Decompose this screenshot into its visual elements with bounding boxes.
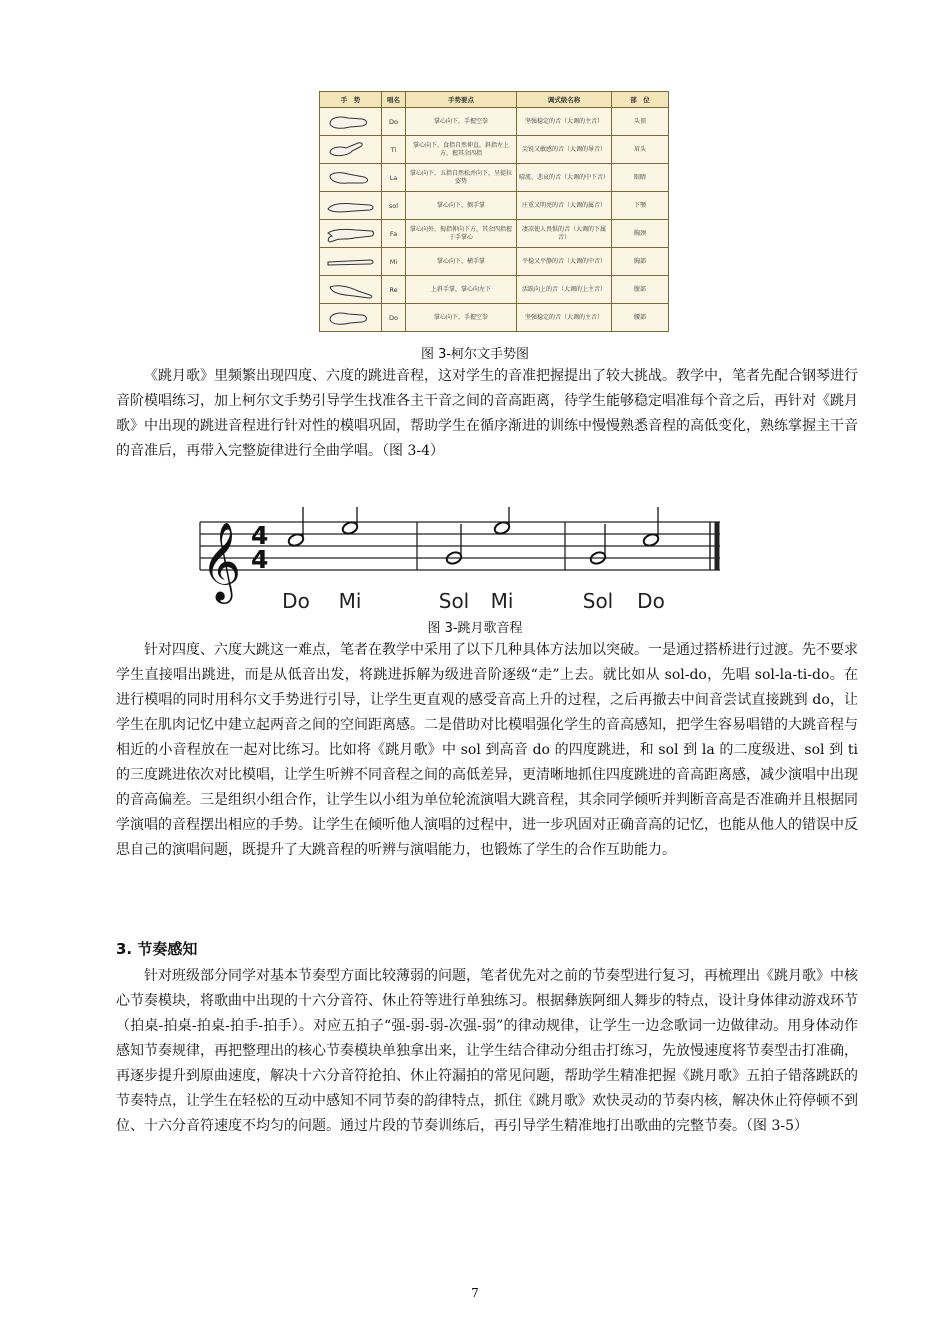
header-position: 部 位	[612, 92, 669, 108]
solfege-label: Do	[637, 589, 665, 613]
points-cell: 掌心向下，食指自然伸直，斜指左上方，握其余四指	[406, 136, 517, 164]
header-solfege: 唱名	[382, 92, 406, 108]
solfege-cell: Re	[382, 276, 406, 304]
table-row	[320, 248, 669, 276]
hand-sign-cell	[320, 220, 382, 248]
hand-sign-cell	[320, 248, 382, 276]
position-cell: 腰部	[612, 304, 669, 332]
table-row	[320, 164, 669, 192]
paragraph-rhythm: 针对班级部分同学对基本节奏型方面比较薄弱的问题，笔者优先对之前的节奏型进行复习，再梳理出《跳月歌》中核心节奏模块，将歌曲中出现的十六分音符、休止符等进行单独练习。根据彝族阿细人舞步的特点，设计身体律动游戏环节（拍桌-拍桌-拍桌-拍手-拍手）。对应五拍子“强-弱-弱-次强-弱”的律动规律，让学生一边念歌词一边做律动。用身体动作感知节奏规律，再把整理出的核心节奏模块单独拿出来，让学生结合律动分组击打练习，先放慢速度将节奏型击打准确，再逐步提升到原曲速度，解决十六分音符抢拍、休止符漏拍的常见问题，帮助学生精准把握《跳月歌》五拍子错落跳跃的节奏特点，让学生在轻松的互动中感知不同节奏的韵律特点，抓住《跳月歌》欢快灵动的节奏内核，解决休止符停顿不到位、十六分音符速度不均匀的问题。通过片段的节奏训练后，再引导学生精准地打出歌曲的完整节奏。（图 3-5）	[116, 968, 858, 1134]
paragraph-interval-intro: 《跳月歌》里频繁出现四度、六度的跳进音程，这对学生的音准把握提出了较大挑战。教学中，笔者先配合钢琴进行音阶模唱练习，加上柯尔文手势引导学生找准各主干音之间的音高距离，待学生能够稳定唱准每个音之后，再针对《跳月歌》中出现的跳进音程进行针对性的模唱巩固，帮助学生在循序渐进的训练中慢慢熟悉音程的高低变化，熟练掌握主干音的音准后，再带入完整旋律进行全曲学唱。（图 3-4）	[116, 368, 858, 459]
points-cell: 掌心向下，侧手掌	[406, 192, 517, 220]
points-cell: 掌心向下，五指自然松并向下，呈提拉姿势	[406, 164, 517, 192]
points-cell: 上斜手掌，掌心向左下	[406, 276, 517, 304]
figure-caption-hand-signs: 图 3-柯尔文手势图	[420, 347, 530, 362]
half-note-head	[287, 532, 305, 547]
hand-sign-icon	[324, 167, 378, 189]
hand-sign-icon	[324, 307, 378, 329]
solfege-cell: Do	[382, 304, 406, 332]
degree-cell: 尖锐又敏感的音（大调的导音）	[517, 136, 612, 164]
solfege-cell: Do	[382, 108, 406, 136]
hand-sign-cell	[320, 136, 382, 164]
table-row	[320, 276, 669, 304]
table-row	[320, 108, 669, 136]
page-number: 7	[471, 1286, 479, 1300]
degree-cell: 活跃向上的音（大调的上主音）	[517, 276, 612, 304]
hand-sign-cell	[320, 304, 382, 332]
position-cell: 胸部	[612, 248, 669, 276]
points-cell: 掌心向下，横手掌	[406, 248, 517, 276]
figure-caption-staff: 图 3-跳月歌音程	[427, 621, 523, 636]
hand-sign-cell	[320, 276, 382, 304]
notes-layer	[282, 507, 665, 613]
time-signature-bottom: 4	[251, 545, 269, 574]
position-cell: 眉头	[612, 136, 669, 164]
header-degree: 调式级名称	[517, 92, 612, 108]
points-cell: 掌心向下，手握空拳	[406, 304, 517, 332]
solfege-label: Sol	[438, 589, 470, 613]
hand-sign-icon	[324, 139, 378, 161]
degree-cell: 坚强稳定的音（大调的主音）	[517, 108, 612, 136]
table-header-row	[320, 92, 669, 108]
points-cell: 掌心向下，手握空拳	[406, 108, 517, 136]
solfege-cell: La	[382, 164, 406, 192]
hand-sign-icon	[324, 195, 378, 217]
curwen-hand-sign-table	[319, 91, 669, 332]
hand-sign-icon	[324, 251, 378, 273]
degree-cell: 凄凉使人畏惧的音（大调的下属音）	[517, 220, 612, 248]
position-cell: 腹部	[612, 276, 669, 304]
solfege-label: Do	[282, 589, 310, 613]
interval-staff-figure	[196, 507, 724, 613]
position-cell: 胸颈	[612, 220, 669, 248]
solfege-cell: Ti	[382, 136, 406, 164]
position-cell: 头顶	[612, 108, 669, 136]
half-note-head	[642, 532, 660, 547]
table-row	[320, 136, 669, 164]
treble-clef-icon: 𝄞	[201, 522, 242, 601]
points-cell: 掌心向外，拇指伸向下方，其余四指握于手掌心	[406, 220, 517, 248]
position-cell: 眼睛	[612, 164, 669, 192]
degree-cell: 庄重又明亮的音（大调的属音）	[517, 192, 612, 220]
degree-cell: 晴流、悲哀的音（大调的中下音）	[517, 164, 612, 192]
header-points: 手势要点	[406, 92, 517, 108]
table-row	[320, 220, 669, 248]
position-cell: 下颚	[612, 192, 669, 220]
hand-sign-cell	[320, 108, 382, 136]
half-note-head	[493, 520, 511, 535]
solfege-label: Sol	[582, 589, 614, 613]
solfege-cell: Fa	[382, 220, 406, 248]
staff-lines	[200, 522, 720, 570]
table-row	[320, 192, 669, 220]
hand-sign-icon	[324, 223, 378, 245]
section-heading-rhythm: 3. 节奏感知	[116, 940, 198, 958]
hand-sign-cell	[320, 164, 382, 192]
half-note-head	[341, 520, 359, 535]
solfege-label: Mi	[490, 589, 514, 613]
degree-cell: 坚强稳定的音（大调的主音）	[517, 304, 612, 332]
solfege-cell: sol	[382, 192, 406, 220]
header-hand: 手 势	[320, 92, 382, 108]
paragraph-leap-methods: 针对四度、六度大跳这一难点，笔者在教学中采用了以下几种具体方法加以突破。一是通过搭桥进行过渡。先不要求学生直接唱出跳进，而是从低音出发，将跳进拆解为级进音阶逐级“走”上去。就比如从 sol-do，先唱 sol-la-ti-do。在进行模唱的同时用科尔文手势进行引导，让学生更直观的感受音高上升的过程，之后再撤去中间音尝试直接跳到 do，让学生在肌肉记忆中建立起两音之间的空间距离感。二是借助对比模唱强化学生的音高感知，把学生容易唱错的大跳音程与相近的小音程放在一起对比练习。比如将《跳月歌》中 sol 到高音 do 的四度跳进，和 sol 到 la 的二度级进、sol 到 ti 的三度跳进依次对比模唱，让学生听辨不同音程之间的高低差异，更清晰地抓住四度跳进的音高距离感，减少演唱中出现的音高偏差。三是组织小组合作，让学生以小组为单位轮流演唱大跳音程，其余同学倾听并判断音高是否准确并且根据同学演唱的音程摆出相应的手势。让学生在倾听他人演唱的过程中，进一步巩固对正确音高的记忆，也能从他人的错误中反思自己的演唱问题，既提升了大跳音程的听辨与演唱能力，也锻炼了学生的合作互助能力。	[116, 642, 858, 858]
table-row	[320, 304, 669, 332]
hand-sign-icon	[324, 279, 378, 301]
hand-sign-icon	[324, 111, 378, 133]
solfege-cell: Mi	[382, 248, 406, 276]
hand-sign-cell	[320, 192, 382, 220]
time-signature-top: 4	[251, 521, 269, 550]
solfege-label: Mi	[338, 589, 362, 613]
degree-cell: 平稳又平静的音（大调的中音）	[517, 248, 612, 276]
